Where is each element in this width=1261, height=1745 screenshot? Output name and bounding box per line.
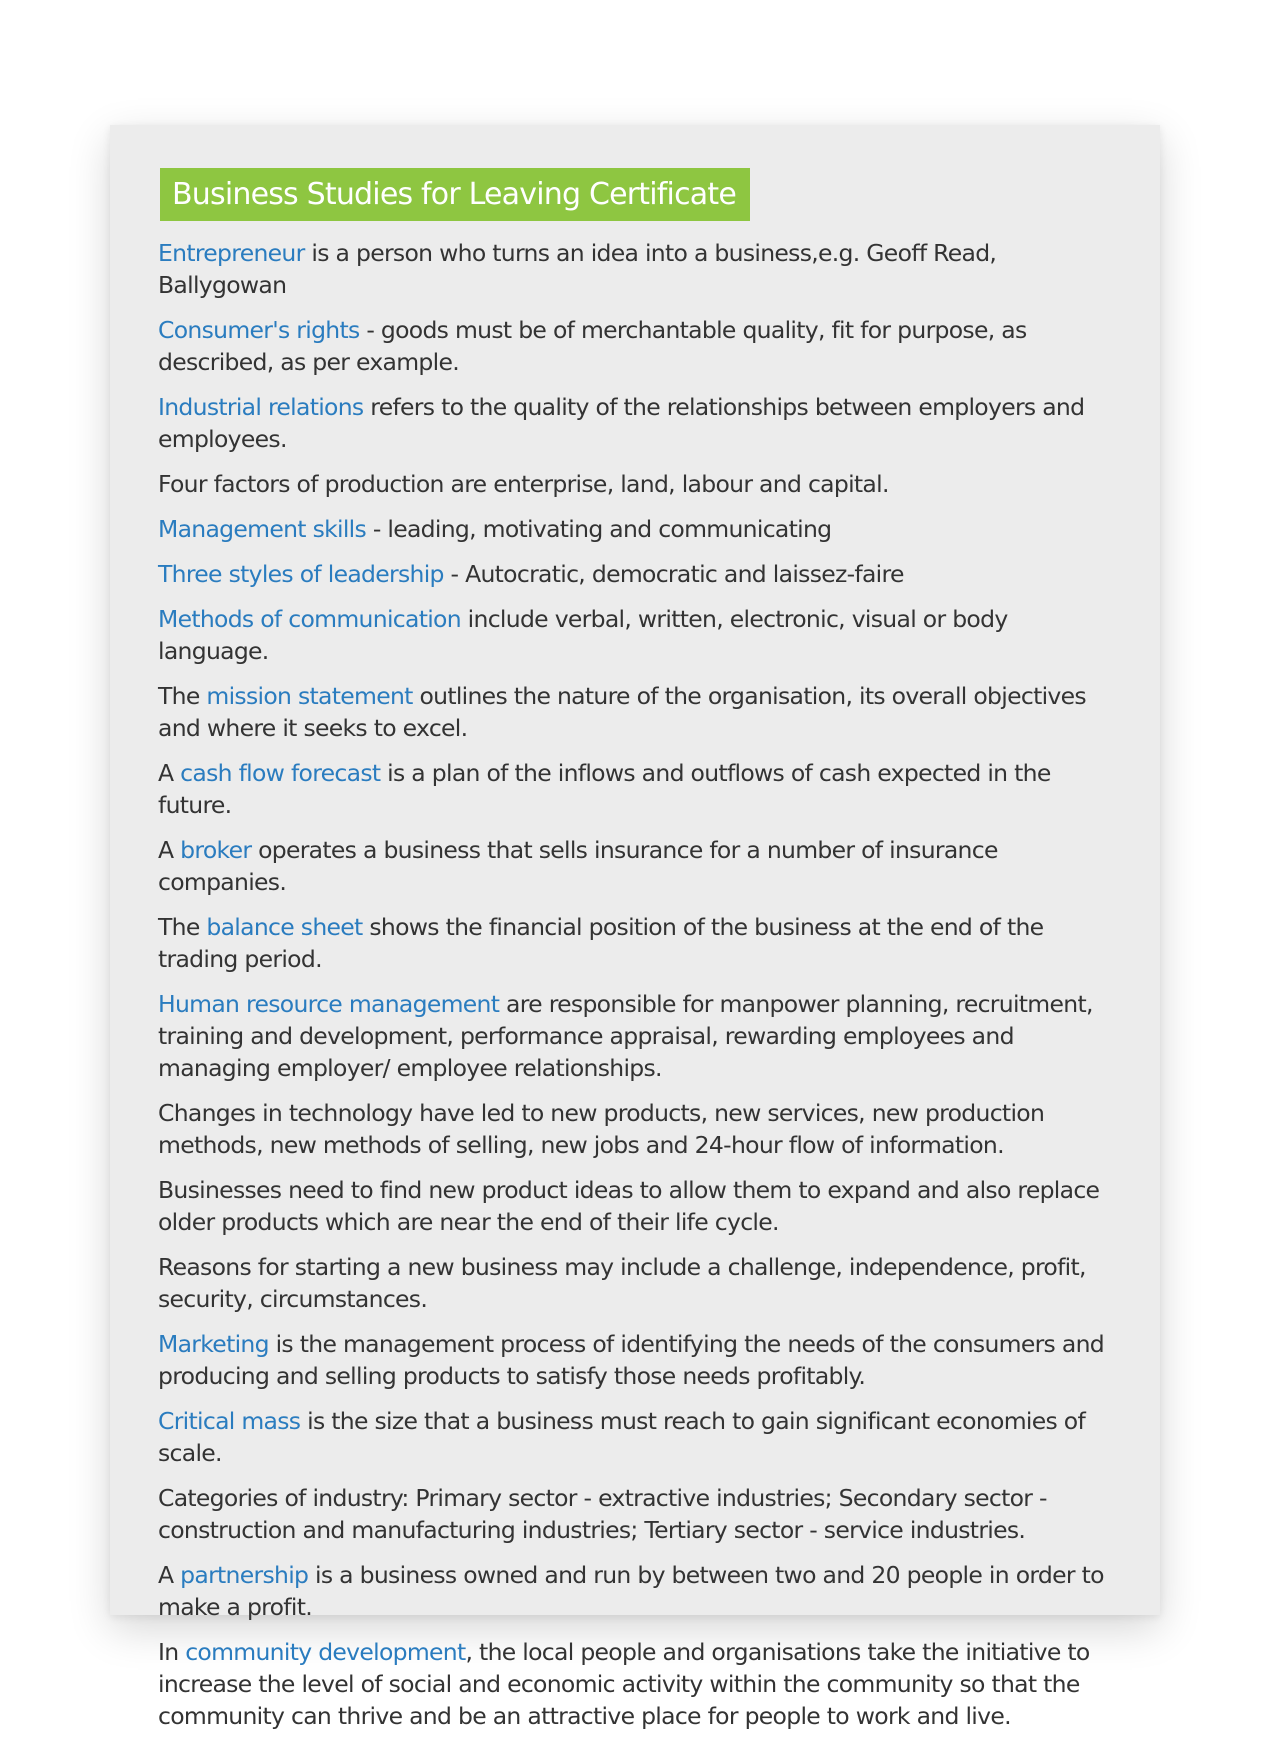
- fact-text-post: is the size that a business must reach to gain significant economies of scale.: [158, 1407, 1086, 1467]
- fact-text-pre: In: [158, 1638, 186, 1666]
- fact-text-pre: Changes in technology have led to new products, new services, new production methods, new methods of selling, new jobs and 24-hour flow of information.: [158, 1099, 1045, 1159]
- fact-text-post: is a person who turns an idea into a business,e.g. Geoff Read, Ballygowan: [158, 239, 997, 299]
- fact-term: partnership: [180, 1561, 309, 1589]
- fact-term: Entrepreneur: [158, 239, 305, 267]
- fact-term: Critical mass: [158, 1407, 301, 1435]
- fact-text-pre: The: [158, 913, 207, 941]
- fact-text-post: - Autocratic, democratic and laissez-faire: [443, 560, 904, 588]
- fact-item: [158, 468, 1108, 500]
- fact-item: [158, 1559, 1108, 1623]
- fact-text-pre: A: [158, 1561, 181, 1589]
- fact-term: Consumer's rights: [158, 316, 360, 344]
- fact-item: [158, 314, 1108, 378]
- fact-item: [158, 237, 1108, 301]
- fact-term: Three styles of leadership: [158, 560, 444, 588]
- fact-text-post: is a plan of the inflows and outflows of cash expected in the future.: [158, 759, 1051, 819]
- fact-text-post: refers to the quality of the relationships between employers and employees.: [158, 393, 1085, 453]
- fact-item: [158, 988, 1108, 1084]
- fact-item: [158, 1636, 1108, 1732]
- fact-item: [158, 680, 1108, 744]
- fact-text-post: is the management process of identifying the needs of the consumers and producing and selling products to satisfy those needs profitably.: [158, 1330, 1104, 1390]
- fact-text-post: - goods must be of merchantable quality, fit for purpose, as described, as per example.: [158, 316, 1027, 376]
- fact-text-pre: Reasons for starting a new business may include a challenge, independence, profit, security, circumstances.: [158, 1253, 1086, 1313]
- fact-text-pre: A: [158, 759, 181, 787]
- fact-text-pre: Categories of industry: Primary sector - extractive industries; Secondary sector - construction and manufacturing industries; Tertiary sector - service industries.: [158, 1484, 1047, 1544]
- fact-text-post: are responsible for manpower planning, recruitment, training and development, performance appraisal, rewarding employees and managing employer/ employee relationships.: [158, 990, 1093, 1082]
- fact-term: balance sheet: [206, 913, 363, 941]
- fact-text-pre: A: [158, 836, 181, 864]
- fact-item: [158, 558, 1108, 590]
- fact-item: [158, 1405, 1108, 1469]
- fact-text-post: - leading, motivating and communicating: [366, 515, 832, 543]
- fact-item: [158, 1328, 1108, 1392]
- document-title: Business Studies for Leaving Certificate: [160, 168, 750, 221]
- fact-list: [158, 237, 1108, 1745]
- fact-term: Industrial relations: [158, 393, 364, 421]
- fact-item: [158, 1174, 1108, 1238]
- fact-item: [158, 603, 1108, 667]
- fact-text-post: is a business owned and run by between two and 20 people in order to make a profit.: [158, 1561, 1104, 1621]
- fact-term: Human resource management: [158, 990, 500, 1018]
- fact-term: Marketing: [158, 1330, 269, 1358]
- fact-term: Management skills: [158, 515, 367, 543]
- document-sheet: [110, 125, 1160, 1730]
- fact-term: Methods of communication: [158, 605, 461, 633]
- fact-item: [158, 911, 1108, 975]
- fact-term: community development: [185, 1638, 466, 1666]
- fact-term: broker: [180, 836, 252, 864]
- fact-text-post: include verbal, written, electronic, visual or body language.: [158, 605, 1008, 665]
- fact-text-post: , the local people and organisations take the initiative to increase the level of social and economic activity within the community so that the community can thrive and be an attractive place for people to work and live.: [158, 1638, 1090, 1730]
- fact-item: [158, 834, 1108, 898]
- fact-text-pre: The: [158, 682, 207, 710]
- fact-text-pre: Businesses need to find new product ideas to allow them to expand and also replace older products which are near the end of their life cycle.: [158, 1176, 1100, 1236]
- fact-text-pre: Four factors of production are enterprise, land, labour and capital.: [158, 470, 889, 498]
- fact-term: mission statement: [206, 682, 413, 710]
- fact-item: [158, 1097, 1108, 1161]
- fact-item: [158, 513, 1108, 545]
- fact-term: cash flow forecast: [180, 759, 381, 787]
- fact-item: [158, 757, 1108, 821]
- fact-item: [158, 391, 1108, 455]
- fact-text-post: outlines the nature of the organisation, its overall objectives and where it seeks to excel.: [158, 682, 1086, 742]
- fact-text-post: operates a business that sells insurance for a number of insurance companies.: [158, 836, 998, 896]
- fact-item: [158, 1482, 1108, 1546]
- fact-text-post: shows the financial position of the business at the end of the trading period.: [158, 913, 1044, 973]
- fact-item: [158, 1251, 1108, 1315]
